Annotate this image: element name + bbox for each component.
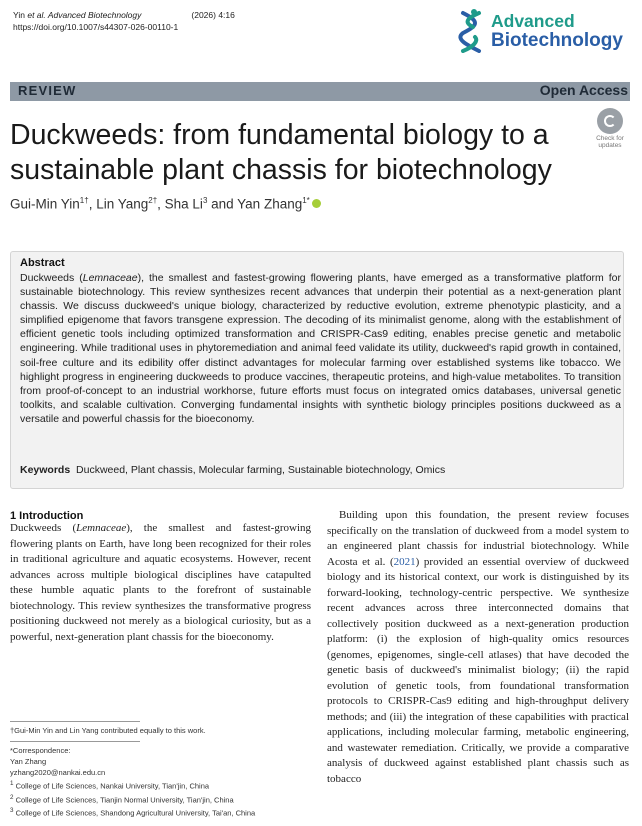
- affiliation-1: [10, 778, 255, 792]
- body-column-left: [10, 521, 311, 645]
- logo-word-biotechnology: Biotechnology: [491, 30, 623, 51]
- correspondence-name: Yan Zhang: [10, 757, 47, 766]
- affiliation-text: College of Life Sciences, Nankai University, Tian'jin, China: [13, 781, 210, 791]
- header-author: Yin: [13, 10, 28, 20]
- body-text: Building upon this foundation, the present review focuses specifically on the translation of duckweed from a model system to an engineered plant chassis for industrial biotechnology. While Acosta et al. (: [327, 509, 629, 568]
- citation-link[interactable]: 2021: [393, 555, 416, 568]
- author-name[interactable]: , Sha Li: [157, 196, 203, 212]
- affiliation-mark: 1†: [79, 196, 89, 205]
- correspondence-email[interactable]: yzhang2020@nankai.edu.cn: [10, 768, 106, 777]
- article-title: Duckweeds: from fundamental biology to a sustainable plant chassis for biotechnology: [10, 119, 552, 186]
- affiliation-number: 3: [10, 807, 14, 814]
- affiliation-3: [10, 805, 255, 819]
- article-type-banner: [10, 82, 630, 101]
- equal-contribution-note: †Gui-Min Yin and Lin Yang contributed equally to this work.: [10, 726, 206, 735]
- keywords-list: Duckweed, Plant chassis, Molecular farming, Sustainable biotechnology, Omics: [76, 464, 446, 476]
- affiliation-2: [10, 792, 255, 806]
- body-text: Duckweeds (: [10, 522, 77, 534]
- author-name[interactable]: , Lin Yang: [88, 196, 149, 212]
- check-for-updates-button[interactable]: [590, 108, 630, 148]
- header-volume: (2026) 4:16: [191, 10, 235, 20]
- affiliation-text: College of Life Sciences, Tianjin Normal University, Tian'jin, China: [13, 795, 234, 804]
- affiliation-mark: 1*: [302, 196, 310, 205]
- body-column-right: [327, 508, 629, 787]
- abstract-heading: Abstract: [20, 257, 65, 269]
- keywords-label: Keywords: [20, 464, 71, 476]
- crossmark-icon: [597, 108, 623, 134]
- affiliation-text: College of Life Sciences, Shandong Agricultural University, Tai'an, China: [13, 808, 256, 818]
- running-header: [13, 9, 235, 21]
- author-name[interactable]: Gui-Min Yin: [10, 196, 80, 212]
- journal-logo[interactable]: [457, 9, 629, 55]
- affiliation-mark: 2†: [148, 196, 158, 205]
- correspondence-block: [10, 745, 255, 819]
- abstract-text-part: ), the smallest and fastest-growing flowering plants, have emerged as a transformative platform for sustainable biotechnology. This review synthesizes recent advances that underpin their potential as a next-generation plant chassis. We discuss duckweed's unique biology, characterized by reductive evolution, extreme phenotypic plasticity, and a simplified epigenome that favors transgene expression. The decoding of its minimalist genome, along with the establishment of efficient genetic tools including optimized transformation and CRISPR-Cas9 editing, enables precise genetic and metabolic engineering. While traditional uses in phytoremediation and animal feed validate its utility, duckweed's rapid growth in contained, soil-free culture and its edibility offer distinct advantages for molecular farming over established systems like tobacco. We highlight progress in engineering duckweeds to produce vaccines, therapeutic proteins, and high-value metabolites. To transition from proof-of-concept to an industrial workhorse, future efforts must focus on integrated omics databases, universal genetic toolkits, and scalable cultivation. Converging fundamental insights with synthetic biology principles positions duckweed as a versatile and powerful chassis for the bioeconomy.: [20, 272, 621, 425]
- section-heading: 1 Introduction: [10, 510, 84, 522]
- affiliation-mark: 3: [202, 196, 208, 205]
- header-journal: et al. Advanced Biotechnology: [27, 10, 142, 20]
- check-updates-line2: updates: [598, 142, 622, 149]
- article-type-label: REVIEW: [18, 83, 77, 98]
- dna-icon: [457, 9, 487, 53]
- author-list: [10, 196, 321, 212]
- logo-word-advanced: Advanced: [491, 11, 575, 31]
- body-text: ), the smallest and fastest-growing flowering plants on Earth, have long been recognized for their roles in traditional agriculture and aquatic ecosystems. However, recent advances across multiple biological disciplines have catapulted these humble aquatic plants to the forefront of sustainable biotechnology. This review synthesizes the transformative progress positioning duckweed not merely as a biological curiosity, but as a powerful, next-generation plant chassis for the bioeconomy.: [10, 522, 311, 643]
- footnote-divider: [10, 721, 140, 722]
- check-updates-line1: Check for: [596, 135, 624, 142]
- affiliation-number: 1: [10, 780, 14, 787]
- orcid-icon[interactable]: [312, 199, 321, 208]
- body-italic-term: Lemnaceae: [76, 522, 127, 534]
- correspondence-label: *Correspondence:: [10, 746, 71, 755]
- abstract-text: [20, 271, 621, 426]
- author-name[interactable]: and Yan Zhang: [207, 196, 303, 212]
- abstract-italic-term: Lemnaceae: [82, 272, 138, 284]
- keywords: [20, 464, 445, 476]
- footnote-divider: [10, 741, 140, 742]
- body-text: ) provided an essential overview of duckweed biology and its historical context, our work is distinguished by its forward-looking, technology-centric perspective. We synthesize recent advances across three interconnected domains that collectively position duckweed as a next-generation production platform: (i) the explosion of high-quality omics resources (genomes, epigenomes, single-cell atlases) that have decoded the genetic basis of duckweed's minimalist biology; (ii) the rapid evolution of genetic tools, from foundational transformation protocols to CRISPR-Cas9 editing and high-throughput delivery methods; and (iii) the integration of these capabilities with practical applications, including molecular farming, metabolic engineering, and wastewater remediation. Critically, we provide a comparative analysis of duckweed against established plant chassis such as tobacco: [327, 555, 629, 785]
- affiliation-number: 2: [10, 793, 14, 801]
- abstract-text-part: Duckweeds (: [20, 272, 83, 284]
- doi-link[interactable]: https://doi.org/10.1007/s44307-026-00110-1: [13, 22, 179, 32]
- open-access-label: Open Access: [539, 82, 628, 98]
